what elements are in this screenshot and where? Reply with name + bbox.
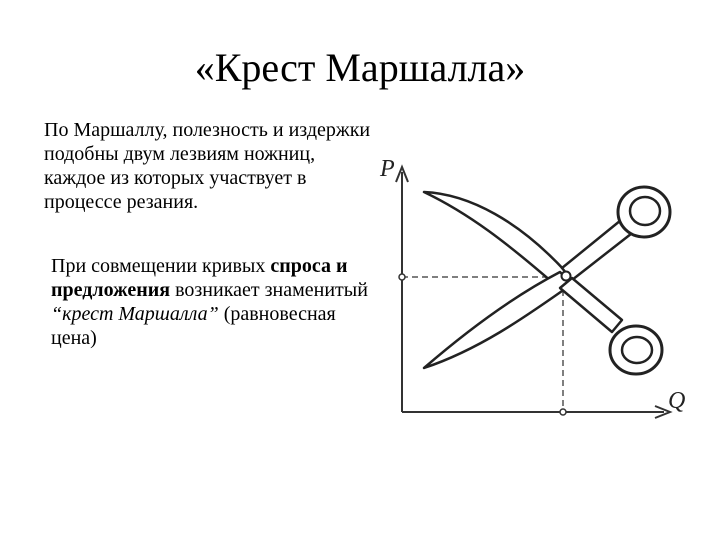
equilibrium-price-marker <box>399 274 405 280</box>
slide-title: «Крест Маршалла» <box>194 45 526 90</box>
body-text <box>44 118 374 350</box>
scissors-ring-lower <box>610 326 662 374</box>
scissors-blade-supply <box>424 272 572 368</box>
scissors-blade-demand <box>424 192 566 282</box>
y-axis-label: P <box>380 156 395 182</box>
paragraph-marshall-cross <box>44 254 374 350</box>
paragraph-utility-costs: По Маршаллу, полезность и издержки подобны двум лезвиям ножниц, каждое из которых участвует в процессе резания. <box>44 119 371 213</box>
italic-text-marshall-cross: “крест Маршалла” <box>51 303 219 325</box>
x-axis-label: Q <box>668 388 686 414</box>
text-part: При совмещении кривых <box>51 255 271 277</box>
scissors-pivot <box>562 272 571 281</box>
marshall-cross-figure <box>370 140 700 430</box>
scissors-ring-upper <box>618 187 670 237</box>
scissors-handle-lower <box>560 278 622 332</box>
text-part: (равновесная цена) <box>51 303 336 349</box>
equilibrium-quantity-marker <box>560 409 566 415</box>
bold-text-supply-demand: спроса и предложения <box>51 255 348 301</box>
text-part: возникает знаменитый <box>170 279 368 301</box>
